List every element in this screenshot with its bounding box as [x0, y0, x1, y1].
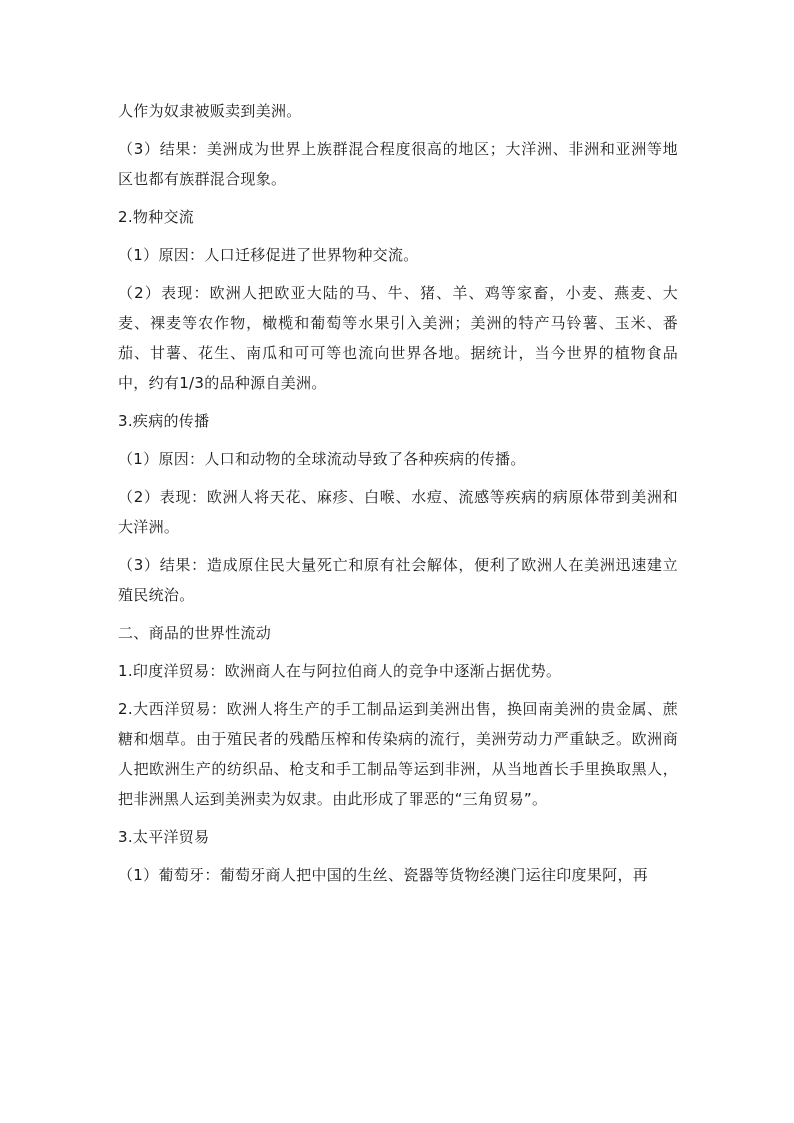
paragraph-indian-ocean-trade: 1.印度洋贸易：欧洲商人在与阿拉伯商人的竞争中逐渐占据优势。 — [118, 662, 562, 680]
paragraph-species-cause: （1）原因：人口迁移促进了世界物种交流。 — [118, 246, 419, 264]
heading-pacific-trade: 3.太平洋贸易 — [118, 828, 210, 846]
paragraph-portugal-trade: （1）葡萄牙：葡萄牙商人把中国的生丝、瓷器等货物经澳门运往印度果阿，再 — [118, 866, 649, 884]
paragraph-species-manifestation: （2）表现：欧洲人把欧亚大陆的马、牛、猪、羊、鸡等家畜，小麦、燕麦、大麦、裸麦等农作物，橄榄和葡萄等水果引入美洲；美洲的特产马铃薯、玉米、番茄、甘薯、花生、南瓜和可可等也流向世界各地。据统计，当今世界的植物食品中，约有1/3的品种源自美洲。 — [118, 284, 678, 392]
document-page — [118, 96, 678, 898]
heading-species-exchange: 2.物种交流 — [118, 208, 195, 226]
paragraph-atlantic-trade: 2.大西洋贸易：欧洲人将生产的手工制品运到美洲出售，换回南美洲的贵金属、蔗糖和烟草。由于殖民者的残酷压榨和传染病的流行，美洲劳动力严重缺乏。欧洲商人把欧洲生产的纺织品、枪支和手工制品等运到非洲，从当地酋长手里换取黑人，把非洲黑人运到美洲卖为奴隶。由此形成了罪恶的“三角贸易”。 — [118, 700, 678, 808]
paragraph-disease-cause: （1）原因：人口和动物的全球流动导致了各种疾病的传播。 — [118, 450, 526, 468]
paragraph-continuation: 人作为奴隶被贩卖到美洲。 — [118, 102, 302, 120]
heading-commodity-flow: 二、商品的世界性流动 — [118, 624, 272, 642]
paragraph-disease-result: （3）结果：造成原住民大量死亡和原有社会解体，便利了欧洲人在美洲迅速建立殖民统治。 — [118, 556, 678, 604]
heading-disease-spread: 3.疾病的传播 — [118, 412, 210, 430]
paragraph-disease-manifestation: （2）表现：欧洲人将天花、麻疹、白喉、水痘、流感等疾病的病原体带到美洲和大洋洲。 — [118, 488, 678, 536]
paragraph-population-result: （3）结果：美洲成为世界上族群混合程度很高的地区；大洋洲、非洲和亚洲等地区也都有族群混合现象。 — [118, 140, 678, 188]
